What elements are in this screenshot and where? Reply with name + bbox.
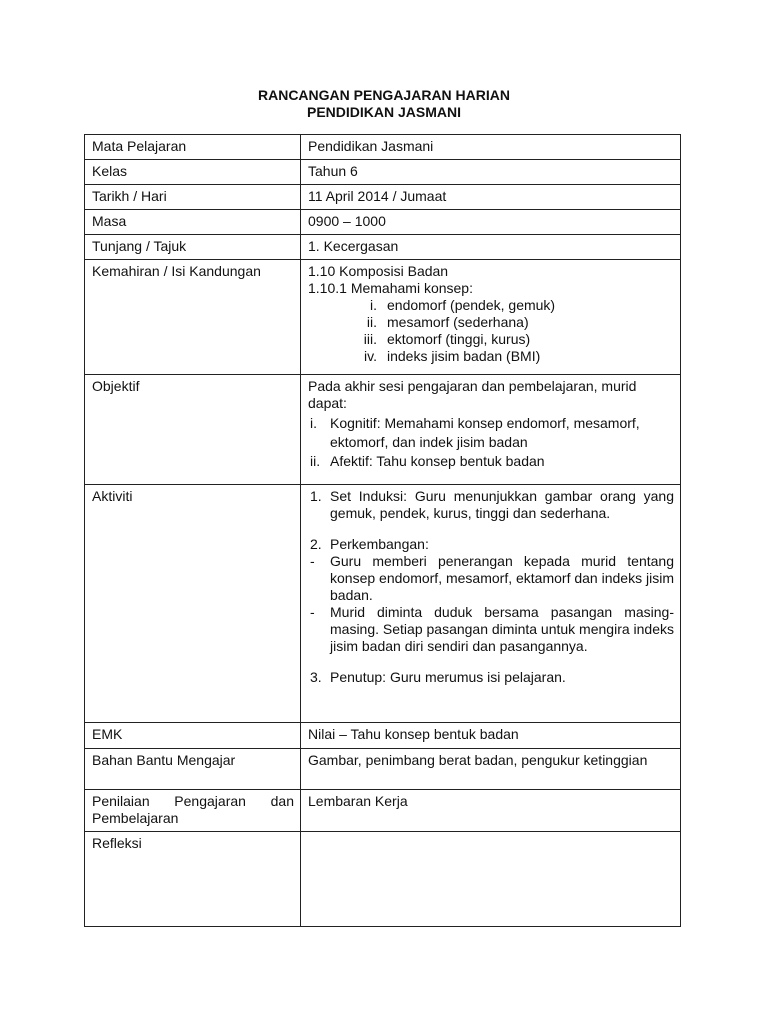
step-text: Perkembangan:	[330, 536, 429, 552]
row-label: Tarikh / Hari	[85, 185, 301, 210]
table-row-refleksi	[85, 832, 681, 927]
table-row-kelas	[85, 160, 681, 185]
row-label: Penilaian Pengajaran dan Pembelajaran	[85, 790, 301, 832]
list-text: Afektif: Tahu konsep bentuk badan	[330, 453, 545, 469]
document-subtitle: PENDIDIKAN JASMANI	[306, 104, 461, 120]
table-row-emk	[85, 723, 681, 749]
table-row-masa	[85, 210, 681, 235]
table-row-bahan	[85, 749, 681, 790]
row-value: 0900 – 1000	[301, 210, 681, 235]
table-row-tarikh	[85, 185, 681, 210]
row-label: Kemahiran / Isi Kandungan	[85, 260, 301, 375]
row-label: Bahan Bantu Mengajar	[85, 749, 301, 790]
lesson-plan-table	[84, 134, 681, 927]
list-text: endomorf (pendek, gemuk)	[387, 297, 556, 313]
list-number: ii.	[366, 314, 377, 330]
row-label: Refleksi	[85, 832, 301, 927]
list-item	[308, 553, 674, 604]
table-row-aktiviti	[85, 485, 681, 723]
step-number: 1.	[310, 488, 322, 504]
dash-mark: -	[310, 553, 315, 569]
row-label: Masa	[85, 210, 301, 235]
list-item	[308, 297, 674, 314]
activity-step	[308, 488, 674, 522]
row-label: Kelas	[85, 160, 301, 185]
list-text: mesamorf (sederhana)	[387, 314, 529, 330]
row-value: 11 April 2014 / Jumaat	[301, 185, 681, 210]
row-label: Objektif	[85, 375, 301, 485]
content-line: 1.10.1 Memahami konsep:	[308, 280, 473, 296]
table-row-objektif	[85, 375, 681, 485]
list-item	[308, 414, 674, 452]
list-item	[308, 314, 674, 331]
step-text: Penutup: Guru merumus isi pelajaran.	[330, 669, 566, 685]
row-value: Gambar, penimbang berat badan, pengukur ketinggian	[301, 749, 681, 790]
list-text: Kognitif: Memahami konsep endomorf, mesamorf, ektomorf, dan indek jisim badan	[330, 415, 640, 450]
row-label: Mata Pelajaran	[85, 135, 301, 160]
content-line: 1.10 Komposisi Badan	[308, 263, 449, 279]
list-item	[308, 331, 674, 348]
row-value	[301, 485, 681, 723]
row-label: EMK	[85, 723, 301, 749]
table-row-penilaian	[85, 790, 681, 832]
list-number: i.	[310, 415, 317, 431]
table-row-kemahiran	[85, 260, 681, 375]
list-item	[308, 604, 674, 655]
row-value: Lembaran Kerja	[301, 790, 681, 832]
step-number: 2.	[310, 536, 322, 552]
row-value: Pendidikan Jasmani	[301, 135, 681, 160]
table-row-mata-pelajaran	[85, 135, 681, 160]
row-label: Aktiviti	[85, 485, 301, 723]
row-value	[301, 375, 681, 485]
list-number: ii.	[310, 453, 321, 469]
list-number: i.	[370, 297, 377, 313]
list-text: Guru memberi penerangan kepada murid tentang konsep endomorf, mesamorf, ektamorf dan indeks jisim badan.	[330, 553, 674, 603]
dash-mark: -	[310, 604, 315, 620]
table-row-tunjang	[85, 235, 681, 260]
list-item	[308, 452, 674, 471]
list-text: indeks jisim badan (BMI)	[387, 348, 541, 364]
list-number: iv.	[364, 348, 377, 364]
row-value: Nilai – Tahu konsep bentuk badan	[301, 723, 681, 749]
document-title: RANCANGAN PENGAJARAN HARIAN	[257, 87, 510, 103]
activity-step	[308, 536, 674, 553]
row-value: 1. Kecergasan	[301, 235, 681, 260]
step-number: 3.	[310, 669, 322, 685]
list-number: iii.	[363, 331, 377, 347]
row-label: Tunjang / Tajuk	[85, 235, 301, 260]
step-text: Set Induksi: Guru menunjukkan gambar orang yang gemuk, pendek, kurus, tinggi dan sederhana.	[330, 488, 674, 521]
list-item	[308, 348, 674, 365]
list-text: ektomorf (tinggi, kurus)	[387, 331, 531, 347]
list-text: Murid diminta duduk bersama pasangan masing-masing. Setiap pasangan diminta untuk mengira indeks jisim badan diri sendiri dan pasangannya.	[330, 604, 674, 654]
row-value	[301, 260, 681, 375]
objective-intro: Pada akhir sesi pengajaran dan pembelajaran, murid dapat:	[308, 378, 637, 411]
activity-step	[308, 669, 674, 686]
row-value: Tahun 6	[301, 160, 681, 185]
row-value	[301, 832, 681, 927]
